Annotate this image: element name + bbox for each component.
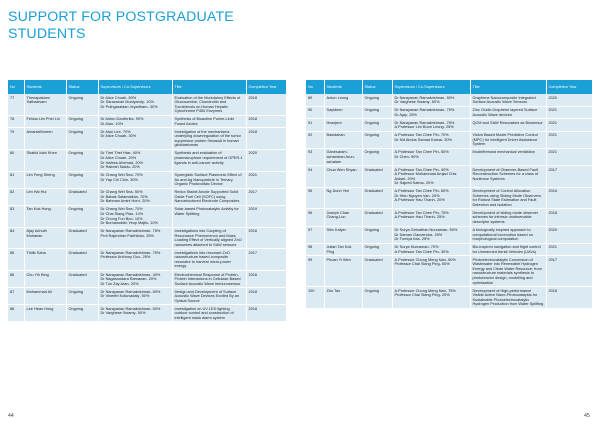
cell-status: Ongoing bbox=[66, 205, 98, 227]
cell-year: 2016 bbox=[246, 227, 286, 249]
table-row bbox=[306, 94, 592, 106]
supervisor-line: Dr Daman Gauvendra- 25% bbox=[394, 232, 443, 237]
supervisor-line: Dr Narayanan Ramakrishnan- 75% bbox=[394, 120, 455, 125]
cell-student: Ganesaram-achandran Arun-achalam bbox=[324, 148, 362, 165]
students-table-left bbox=[8, 80, 287, 322]
cell-status: Ongoing bbox=[362, 243, 392, 256]
supervisor-line: A.Professor Mohammad Amjad Chis Askari- 20% bbox=[394, 172, 457, 181]
table-row bbox=[306, 166, 592, 188]
supervisor-line: A.Professor Hau Thanh- 20% bbox=[394, 198, 445, 203]
header-supervisors: Supervisors / Co-Supervisors bbox=[392, 80, 470, 94]
cell-status: Ongoing bbox=[66, 128, 98, 150]
supervisor-line: Dr Ajay- 25% bbox=[394, 112, 417, 117]
cell-year: 2017 bbox=[546, 256, 592, 287]
cell-supervisors bbox=[98, 128, 172, 150]
cell-student: Lim Feng Sheng bbox=[24, 171, 66, 188]
cell-no: 89 bbox=[306, 94, 324, 106]
supervisor-line: Professor Anthony Guo- 25% bbox=[100, 255, 151, 260]
supervisor-line: Dr Hieu Nguyen Van- 20% bbox=[394, 193, 440, 198]
cell-supervisors bbox=[98, 94, 172, 115]
table-row bbox=[306, 187, 592, 209]
cell-title: A biologically inspired approach to computational locomotion based on morphological computation bbox=[470, 226, 546, 243]
table-body-right bbox=[306, 94, 592, 308]
supervisor-line: Dr Saravanan Muniyandy- 10% bbox=[100, 100, 154, 105]
cell-title: Development of High-performance Visible Active Nano-Photocatalysts for Sustainable Photoelectrocatalytic Hydrogen Production from Water Splitting bbox=[470, 287, 546, 309]
cell-no: 79 bbox=[8, 128, 24, 150]
cell-title: Investigations into resonant ZnO nanostructure based composite resonator to harvest micro-power energy bbox=[172, 249, 246, 271]
supervisor-line: Dr Narayanan Ramakrishnan- 50% bbox=[100, 306, 161, 311]
supervisor-line: Dr Chen- 50% bbox=[394, 154, 419, 159]
cell-supervisors bbox=[392, 119, 470, 132]
cell-status: Graduated bbox=[66, 188, 98, 205]
cell-title: Development of sliding mode observer schemes for intrinsic unobservable descriptor systems bbox=[470, 209, 546, 226]
supervisor-line: A.Professor Tan Chee Pin- 50% bbox=[394, 150, 449, 155]
supervisor-line: A.Professor Tan Chee Pin- 70% bbox=[394, 133, 449, 138]
table-row bbox=[8, 171, 286, 188]
cell-year: 2020 bbox=[546, 226, 592, 243]
supervisor-line: Dr Narayanan Ramakrishnan- 50% bbox=[394, 95, 455, 100]
cell-no: 78 bbox=[8, 115, 24, 128]
cell-title: Development of Control Allocation Schemes using Sliding Mode Observers for Robust State Estimation and Fault Detection and Isolation bbox=[470, 187, 546, 209]
cell-status: Ongoing bbox=[66, 94, 98, 115]
cell-student: Chua Wen Shyan bbox=[324, 166, 362, 188]
cell-status: Graduated bbox=[362, 209, 392, 226]
cell-supervisors bbox=[392, 243, 470, 256]
supervisor-line: Dr Puthgaraidan Jeyartham- 30% bbox=[100, 104, 158, 109]
cell-status: Ongoing bbox=[66, 305, 98, 322]
cell-title: Synthesis of Bioactive Purine-Linkt Fused Azoles bbox=[172, 115, 246, 128]
header-no: No bbox=[8, 80, 24, 94]
cell-year: 2017 bbox=[246, 249, 286, 271]
supervisor-line: Dr Nagasundara Ramanan- 20% bbox=[100, 277, 157, 282]
cell-supervisors bbox=[98, 249, 172, 271]
supervisor-line: Dr Yap Chi Chin- 30% bbox=[100, 177, 138, 182]
cell-supervisors bbox=[98, 171, 172, 188]
cell-student: Anton Leong bbox=[324, 94, 362, 106]
page-title: SUPPORT FOR POSTGRADUATE STUDENTS bbox=[8, 9, 234, 42]
cell-title: Modelfreeand mechanical ventilation bbox=[470, 148, 546, 165]
cell-no: 100 bbox=[306, 287, 324, 309]
supervisor-line: Dr Md Abdus Samad Kamal- 30% bbox=[394, 137, 452, 142]
cell-student: Joseph Chan Chang-Lun bbox=[324, 209, 362, 226]
supervisor-line: Dr Sajeed Salma- 20% bbox=[394, 181, 434, 186]
table-row bbox=[306, 243, 592, 256]
supervisor-line: Dr Burhanuddin Yeop Majlis- 10% bbox=[100, 221, 158, 226]
cell-title: Design and Development of Surface Acoustic Wave Devices Excited By an Optical Source bbox=[172, 288, 246, 305]
cell-title: Synergistic Surface Plasmonic Effect of Au and Ag Nanoparticle in Ternary Organic Photovoltaic Device bbox=[172, 171, 246, 188]
cell-status: Ongoing bbox=[362, 226, 392, 243]
header-no: No bbox=[306, 80, 324, 94]
cell-year: 2021 bbox=[246, 171, 286, 188]
cell-supervisors bbox=[98, 305, 172, 322]
supervisor-line: Dr Chai Siang Piao- 10% bbox=[100, 211, 144, 216]
supervisor-line: Dr Rakesh Naidu- 20% bbox=[100, 165, 140, 170]
cell-year: 2021 bbox=[546, 106, 592, 119]
table-row bbox=[8, 128, 286, 150]
supervisor-line: Dr Chang Wei Sea- 70% bbox=[100, 173, 143, 178]
cell-title: Zinc Oxide-Graphene layered Surface Acoustic Wave devices bbox=[470, 106, 546, 119]
cell-supervisors bbox=[98, 227, 172, 249]
cell-supervisors bbox=[98, 115, 172, 128]
supervisor-line: Dr Babak Salamatinia- 70% bbox=[100, 194, 148, 199]
cell-no: 88 bbox=[8, 305, 24, 322]
supervisor-line: Dr Alan- 10% bbox=[100, 121, 124, 126]
cell-no: 93 bbox=[306, 148, 324, 165]
cell-title: QCM and SAW Resonators as Biosensor bbox=[470, 119, 546, 132]
cell-no: 77 bbox=[8, 94, 24, 115]
cell-title: Electrochemical Response of Protein-Protein Interactions in Cellulase Based Surface Acoustic Wave Immunosensor bbox=[172, 271, 246, 288]
cell-status: Ongoing bbox=[66, 288, 98, 305]
supervisor-line: Dr Chang Wei Sea- 50% bbox=[100, 190, 143, 195]
cell-student: Thilib Saha bbox=[24, 249, 66, 271]
cell-title: Solar-based Photocatalytic Activity for Water Splitting bbox=[172, 205, 246, 227]
cell-student: Shiv Kalyer bbox=[324, 226, 362, 243]
header-completion-year: Completion Year bbox=[546, 80, 592, 94]
cell-title: Graphene Nanocomposite Integrated Surface Acoustic Wave Sensors bbox=[470, 94, 546, 106]
supervisor-line: Dr Narayanan Ramakrishnan- 75% bbox=[100, 250, 161, 255]
table-row bbox=[306, 226, 592, 243]
header-title: Title bbox=[172, 80, 246, 94]
cell-supervisors bbox=[392, 166, 470, 188]
cell-student: Sayidnen bbox=[324, 106, 362, 119]
cell-year: 2019 bbox=[246, 205, 286, 227]
cell-year: 2017 bbox=[246, 188, 286, 205]
cell-status: Ongoing bbox=[362, 119, 392, 132]
supervisor-line: Dr Hafees Ahemad- 20% bbox=[100, 160, 144, 165]
cell-status: Graduated bbox=[362, 256, 392, 287]
cell-student: Shaiful Idah Khen bbox=[24, 149, 66, 171]
cell-year: 2017 bbox=[546, 166, 592, 188]
cell-student: Ng Jiunn Yee bbox=[324, 187, 362, 209]
cell-student: Felicia Lim Phei Lin bbox=[24, 115, 66, 128]
cell-status: Ongoing bbox=[362, 148, 392, 165]
table-row bbox=[8, 205, 286, 227]
cell-title: Synthesis and evaluation of pharmacophore requirement of GPER-1 ligands in anti-cancer activity bbox=[172, 149, 246, 171]
cell-year: 2020 bbox=[246, 149, 286, 171]
supervisor-line: Dr Thet Thet Htar- 40% bbox=[100, 151, 141, 156]
table-row bbox=[8, 188, 286, 205]
cell-status: Ongoing bbox=[66, 149, 98, 171]
cell-supervisors bbox=[98, 205, 172, 227]
cell-student: Lee Hean Hong bbox=[24, 305, 66, 322]
supervisor-line: Dr Alice Chuah- 20% bbox=[100, 156, 137, 161]
cell-student: Zhu Tao bbox=[324, 287, 362, 309]
table-row bbox=[306, 287, 592, 309]
cell-status: Graduated bbox=[66, 249, 98, 271]
cell-year: 2021 bbox=[546, 243, 592, 256]
cell-no: 91 bbox=[306, 119, 324, 132]
cell-title: Development of Observer-Based Fault Reconstruction Schemes for a class of Nonlinear Systems bbox=[470, 166, 546, 188]
supervisor-line: Prof Rajendran Parthiban- 25% bbox=[100, 233, 154, 238]
cell-supervisors bbox=[392, 106, 470, 119]
cell-no: 92 bbox=[306, 131, 324, 148]
cell-no: 99 bbox=[306, 256, 324, 287]
cell-title: Photoelectrocatalytic Conversion of Wastewater into Renewable Hydrogen Energy and Clean Water Resource: from nanostructure materials synthesis to photoreactor design, modelling and optimisation bbox=[470, 256, 546, 287]
supervisor-line: Dr Narayanan Ramakrishnan- 75% bbox=[100, 229, 161, 234]
page-number-right: 45 bbox=[584, 413, 590, 419]
cell-no: 81 bbox=[8, 171, 24, 188]
header-status: Status bbox=[362, 80, 392, 94]
cell-year: 2016 bbox=[546, 187, 592, 209]
supervisor-line: Dr Tun Zay Aran- 20% bbox=[100, 281, 139, 286]
table-row bbox=[306, 131, 592, 148]
supervisor-line: A.Professor Hau Thanh- 25% bbox=[394, 215, 445, 220]
table-row bbox=[306, 256, 592, 287]
cell-no: 85 bbox=[8, 249, 24, 271]
cell-supervisors bbox=[98, 149, 172, 171]
cell-no: 86 bbox=[8, 271, 24, 288]
students-table-right bbox=[306, 80, 593, 309]
cell-status: Graduated bbox=[66, 227, 98, 249]
cell-title: Bio-inspired navigation and flight control for Unmanned Aerial Vehicles (UAVs) bbox=[470, 243, 546, 256]
supervisor-line: Dr Vineeth Kolluvadaly- 50% bbox=[100, 294, 150, 299]
cell-year: 2021 bbox=[546, 119, 592, 132]
supervisor-line: Dr Varghese Swamy- 50% bbox=[394, 100, 440, 105]
table-row bbox=[8, 271, 286, 288]
cell-supervisors bbox=[98, 271, 172, 288]
supervisor-line: A.Professor Tan Chee Pin- 60% bbox=[394, 189, 449, 194]
table-row bbox=[8, 115, 286, 128]
cell-supervisors bbox=[392, 226, 470, 243]
cell-no: 90 bbox=[306, 106, 324, 119]
cell-no: 83 bbox=[8, 205, 24, 227]
table-row bbox=[8, 288, 286, 305]
supervisor-line: Professor Chai Siang Ping- 50% bbox=[394, 262, 450, 267]
cell-status: Ongoing bbox=[66, 171, 98, 188]
supervisor-line: Dr Varghese Swamy- 50% bbox=[100, 311, 146, 316]
cell-status: Graduated bbox=[362, 166, 392, 188]
cell-no: 95 bbox=[306, 187, 324, 209]
cell-student: Hosejem bbox=[324, 119, 362, 132]
cell-no: 94 bbox=[306, 166, 324, 188]
supervisor-line: A.Professor Tan Chee Pin- 40% bbox=[394, 167, 449, 172]
supervisor-line: A.Professor Chong Meng Nan- 75% bbox=[394, 288, 456, 293]
supervisor-line: A.Professor Tan Chee Pin- 30% bbox=[394, 249, 449, 254]
cell-student: Phuan Yi Wen bbox=[324, 256, 362, 287]
cell-no: 96 bbox=[306, 209, 324, 226]
supervisor-line: A.Professor Tan Chee Pin- 75% bbox=[394, 210, 449, 215]
cell-status: Graduated bbox=[66, 271, 98, 288]
supervisor-line: Dr Alice Chuah- 60% bbox=[100, 95, 137, 100]
cell-year: 2018 bbox=[246, 94, 286, 115]
supervisor-line: Dr Narayanan Ramakrishnan- 40% bbox=[100, 272, 161, 277]
cell-year: 2016 bbox=[246, 271, 286, 288]
supervisor-line: Dr Surya Girinathan Nurzaman- 50% bbox=[394, 228, 458, 233]
supervisor-line: A.Professor Chong Meng Nan- 50% bbox=[394, 257, 456, 262]
cell-no: 87 bbox=[8, 288, 24, 305]
table-header-row bbox=[306, 80, 592, 94]
cell-year: 2018 bbox=[546, 287, 592, 309]
cell-student: Thenapakiam Sathasivam bbox=[24, 94, 66, 115]
cell-supervisors bbox=[98, 288, 172, 305]
cell-supervisors bbox=[392, 187, 470, 209]
supervisor-line: Professor Chai Siang Ping- 25% bbox=[394, 293, 450, 298]
table-row bbox=[8, 149, 286, 171]
cell-title: Evaluation of the Modulatory Effects of Glucosamine, Chondroitin and Tocotrienols on Human Hepatic Cytochrome P450 Enzymes bbox=[172, 94, 246, 115]
cell-no: 82 bbox=[8, 188, 24, 205]
cell-status: Graduated bbox=[362, 187, 392, 209]
cell-student: Julian Tan Kok Ping bbox=[324, 243, 362, 256]
header-status: Status bbox=[66, 80, 98, 94]
cell-title: Investigations into Coupling of Resonance Phenomenon and Mass Loading Effect of Vertically aligned ZnO nanowires attached to SAW sensors bbox=[172, 227, 246, 249]
header-title: Title bbox=[470, 80, 546, 94]
cell-student: Mohammad Ali bbox=[24, 288, 66, 305]
cell-year: 2018 bbox=[246, 115, 286, 128]
supervisor-line: Dr Chong Fun Boo- 10% bbox=[100, 216, 143, 221]
cell-student: Chu Yih Bing bbox=[24, 271, 66, 288]
table-header-row bbox=[8, 80, 286, 94]
cell-no: 80 bbox=[8, 149, 24, 171]
cell-year: 2021 bbox=[546, 148, 592, 165]
cell-title: Vision Based Model Predictive Control (MPC) for Intelligent Driver Assistance System bbox=[470, 131, 546, 148]
cell-supervisors bbox=[392, 287, 470, 309]
cell-year: 2018 bbox=[246, 305, 286, 322]
supervisor-line: Dr Alice Chuah- 30% bbox=[100, 134, 137, 139]
table-row bbox=[306, 148, 592, 165]
cell-status: Ongoing bbox=[66, 115, 98, 128]
header-supervisors: Supervisors / Co-Supervisors bbox=[98, 80, 172, 94]
header-students: Students bbox=[324, 80, 362, 94]
cell-year: 2018 bbox=[546, 209, 592, 226]
cell-title: Redox Stable Anode Supported Solid Oxide Fuel Cell (SOFC) using Nanostructured Electrode Composites bbox=[172, 188, 246, 205]
table-row bbox=[8, 249, 286, 271]
header-completion-year: Completion Year bbox=[246, 80, 286, 94]
cell-year: 2018 bbox=[246, 288, 286, 305]
cell-status: Ongoing bbox=[362, 94, 392, 106]
cell-title: Investigation on UV LED lighting outdoor control and construction of intelligent mask alarm system bbox=[172, 305, 246, 322]
cell-student: Ajay Achuth Mohanan bbox=[24, 227, 66, 249]
cell-supervisors bbox=[392, 256, 470, 287]
cell-no: 98 bbox=[306, 243, 324, 256]
table-row bbox=[306, 209, 592, 226]
header-students: Students bbox=[24, 80, 66, 94]
cell-title: Investigation of the mechanisms underlying downregulation of the tumor suppressor protein SerasaA in human glioblastomas bbox=[172, 128, 246, 150]
table-row bbox=[8, 94, 286, 115]
supervisor-line: Dr Anton Dzulferiks- 90% bbox=[100, 117, 144, 122]
supervisor-line: Dr Surya Nurzaman- 70% bbox=[394, 245, 439, 250]
cell-student: AmaniaMoreen bbox=[24, 128, 66, 150]
cell-supervisors bbox=[98, 188, 172, 205]
supervisor-line: Dr Chang Wei Sea- 70% bbox=[100, 207, 143, 212]
supervisor-line: A.Professor Lim Boon Leong- 25% bbox=[394, 125, 454, 130]
table-row bbox=[306, 106, 592, 119]
table-row bbox=[8, 305, 286, 322]
cell-no: 97 bbox=[306, 226, 324, 243]
cell-status: Ongoing bbox=[362, 287, 392, 309]
cell-year: 2018 bbox=[246, 128, 286, 150]
cell-supervisors bbox=[392, 94, 470, 106]
cell-year: 2020 bbox=[546, 94, 592, 106]
supervisor-line: Dr Alan Lee- 70% bbox=[100, 129, 131, 134]
supervisor-line: Dr Narayanan Ramakrishnan- 50% bbox=[100, 289, 161, 294]
supervisor-line: Dr Bahman Amini Horri- 20% bbox=[100, 199, 150, 204]
cell-year: 2021 bbox=[546, 131, 592, 148]
supervisor-line: Dr Narayanan Ramakrishnan- 75% bbox=[394, 108, 455, 113]
cell-status: Ongoing bbox=[362, 106, 392, 119]
cell-supervisors bbox=[392, 148, 470, 165]
cell-supervisors bbox=[392, 131, 470, 148]
cell-student: Basidahan bbox=[324, 131, 362, 148]
cell-no: 84 bbox=[8, 227, 24, 249]
table-row bbox=[8, 227, 286, 249]
table-body-left bbox=[8, 94, 286, 322]
page-number-left: 44 bbox=[8, 413, 14, 419]
table-row bbox=[306, 119, 592, 132]
cell-student: Lim Hai Hui bbox=[24, 188, 66, 205]
cell-status: Ongoing bbox=[362, 131, 392, 148]
cell-supervisors bbox=[392, 209, 470, 226]
cell-student: Tan Kok Hong bbox=[24, 205, 66, 227]
supervisor-line: Dr Fumiya Iida- 25% bbox=[394, 237, 430, 242]
